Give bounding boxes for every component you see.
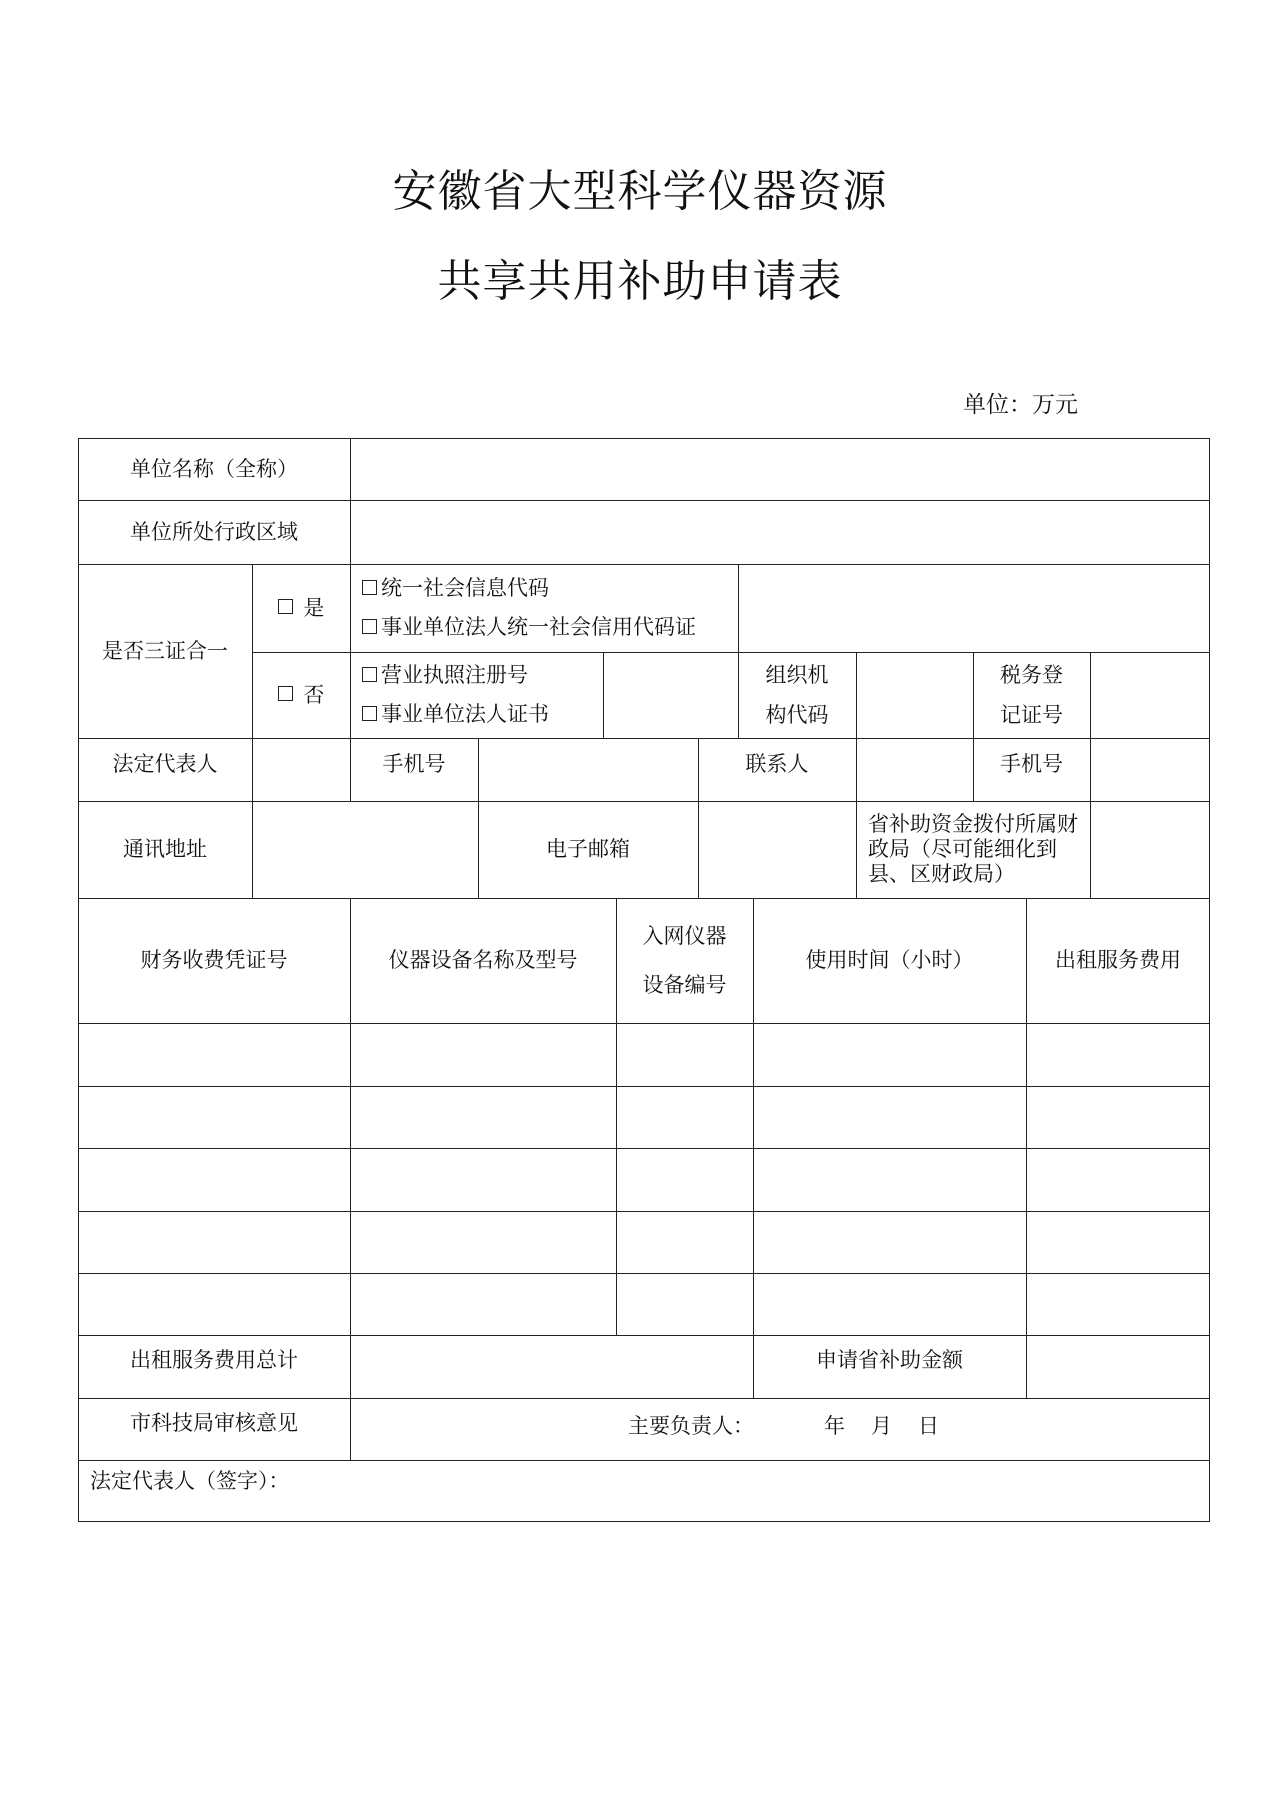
business-license-option[interactable] [362,663,528,688]
chief-label: 主要负责人： [628,1413,754,1438]
public-inst-uscc-option[interactable] [362,615,696,640]
legal-rep-field[interactable] [252,738,350,801]
total-fee-label: 出租服务费用总计 [130,1347,298,1372]
business-license-label: 营业执照注册号 [381,662,528,687]
month-label: 月 [871,1413,892,1438]
contact-label: 联系人 [745,751,809,776]
table-row[interactable] [78,1148,1210,1211]
business-license-checkbox[interactable] [362,667,377,682]
uscc-option[interactable] [362,576,549,601]
subsidy-amount-label: 申请省补助金额 [816,1347,963,1372]
three-cert-no-option[interactable] [252,652,350,738]
uscc-label: 统一社会信息代码 [381,575,549,600]
yes-checkbox[interactable] [278,599,293,614]
city-review-label: 市科技局审核意见 [130,1410,298,1435]
contact-field[interactable] [856,738,973,801]
no-checkbox[interactable] [278,686,293,701]
col-voucher-no: 财务收费凭证号 [140,948,288,973]
table-row[interactable] [78,1023,1210,1086]
address-field[interactable] [252,801,478,898]
unit-note: 单位：万元 [963,392,1078,418]
tax-reg-label: 税务登 记证号 [1000,662,1063,727]
email-field[interactable] [698,801,856,898]
finance-bureau-field[interactable] [1090,801,1210,898]
address-label: 通讯地址 [123,837,207,862]
yes-label: 是 [303,595,325,620]
mobile-label-2: 手机号 [1000,751,1063,776]
legal-rep-label: 法定代表人 [112,751,218,776]
day-label: 日 [918,1413,939,1438]
col-usage-hours: 使用时间（小时） [805,948,974,973]
col-rental-fee: 出租服务费用 [1055,948,1181,973]
public-inst-cert-checkbox[interactable] [362,706,377,721]
public-inst-cert-label: 事业单位法人证书 [381,702,549,726]
mobile-field-2[interactable] [1090,738,1210,801]
year-label: 年 [824,1413,845,1438]
table-row[interactable] [78,1086,1210,1148]
total-fee-field[interactable] [350,1335,753,1398]
legal-sign-label: 法定代表人（签字）： [90,1469,290,1494]
mobile-label-1: 手机号 [382,751,446,776]
application-form-table [78,438,1210,1522]
col-network-no: 入网仪器 设备编号 [642,924,727,997]
org-region-field[interactable] [350,500,1210,564]
public-inst-uscc-label: 事业单位法人统一社会信用代码证 [381,615,696,639]
org-code-field[interactable] [856,652,973,738]
chief-signature-area[interactable] [628,1398,1028,1455]
business-license-field[interactable] [603,652,738,738]
tax-reg-field[interactable] [1090,652,1210,738]
public-inst-uscc-checkbox[interactable] [362,619,377,634]
legal-sign-field[interactable] [78,1460,1210,1522]
email-label: 电子邮箱 [546,837,630,862]
col-instrument-name: 仪器设备名称及型号 [388,948,578,973]
finance-bureau-label: 省补助资金拨付所属财政局（尽可能细化到县、区财政局） [868,811,1078,887]
no-cert-options [362,652,603,738]
uscc-field[interactable] [738,564,1210,652]
table-row[interactable] [78,1211,1210,1273]
form-title-line2: 共享共用补助申请表 [437,256,843,307]
table-row[interactable] [78,1273,1210,1335]
org-code-label: 组织机 构代码 [765,662,829,727]
uscc-checkbox[interactable] [362,580,377,595]
no-label: 否 [303,682,325,707]
mobile-field-1[interactable] [478,738,698,801]
three-cert-label: 是否三证合一 [102,638,228,663]
subsidy-amount-field[interactable] [1026,1335,1210,1398]
three-cert-yes-option[interactable] [252,564,350,652]
org-name-label: 单位名称（全称） [130,456,298,481]
yes-cert-options [362,564,738,652]
org-region-label: 单位所处行政区域 [130,519,298,544]
org-name-field[interactable] [350,438,1210,500]
form-title-line1: 安徽省大型科学仪器资源 [392,166,888,217]
public-inst-cert-option[interactable] [362,702,549,727]
